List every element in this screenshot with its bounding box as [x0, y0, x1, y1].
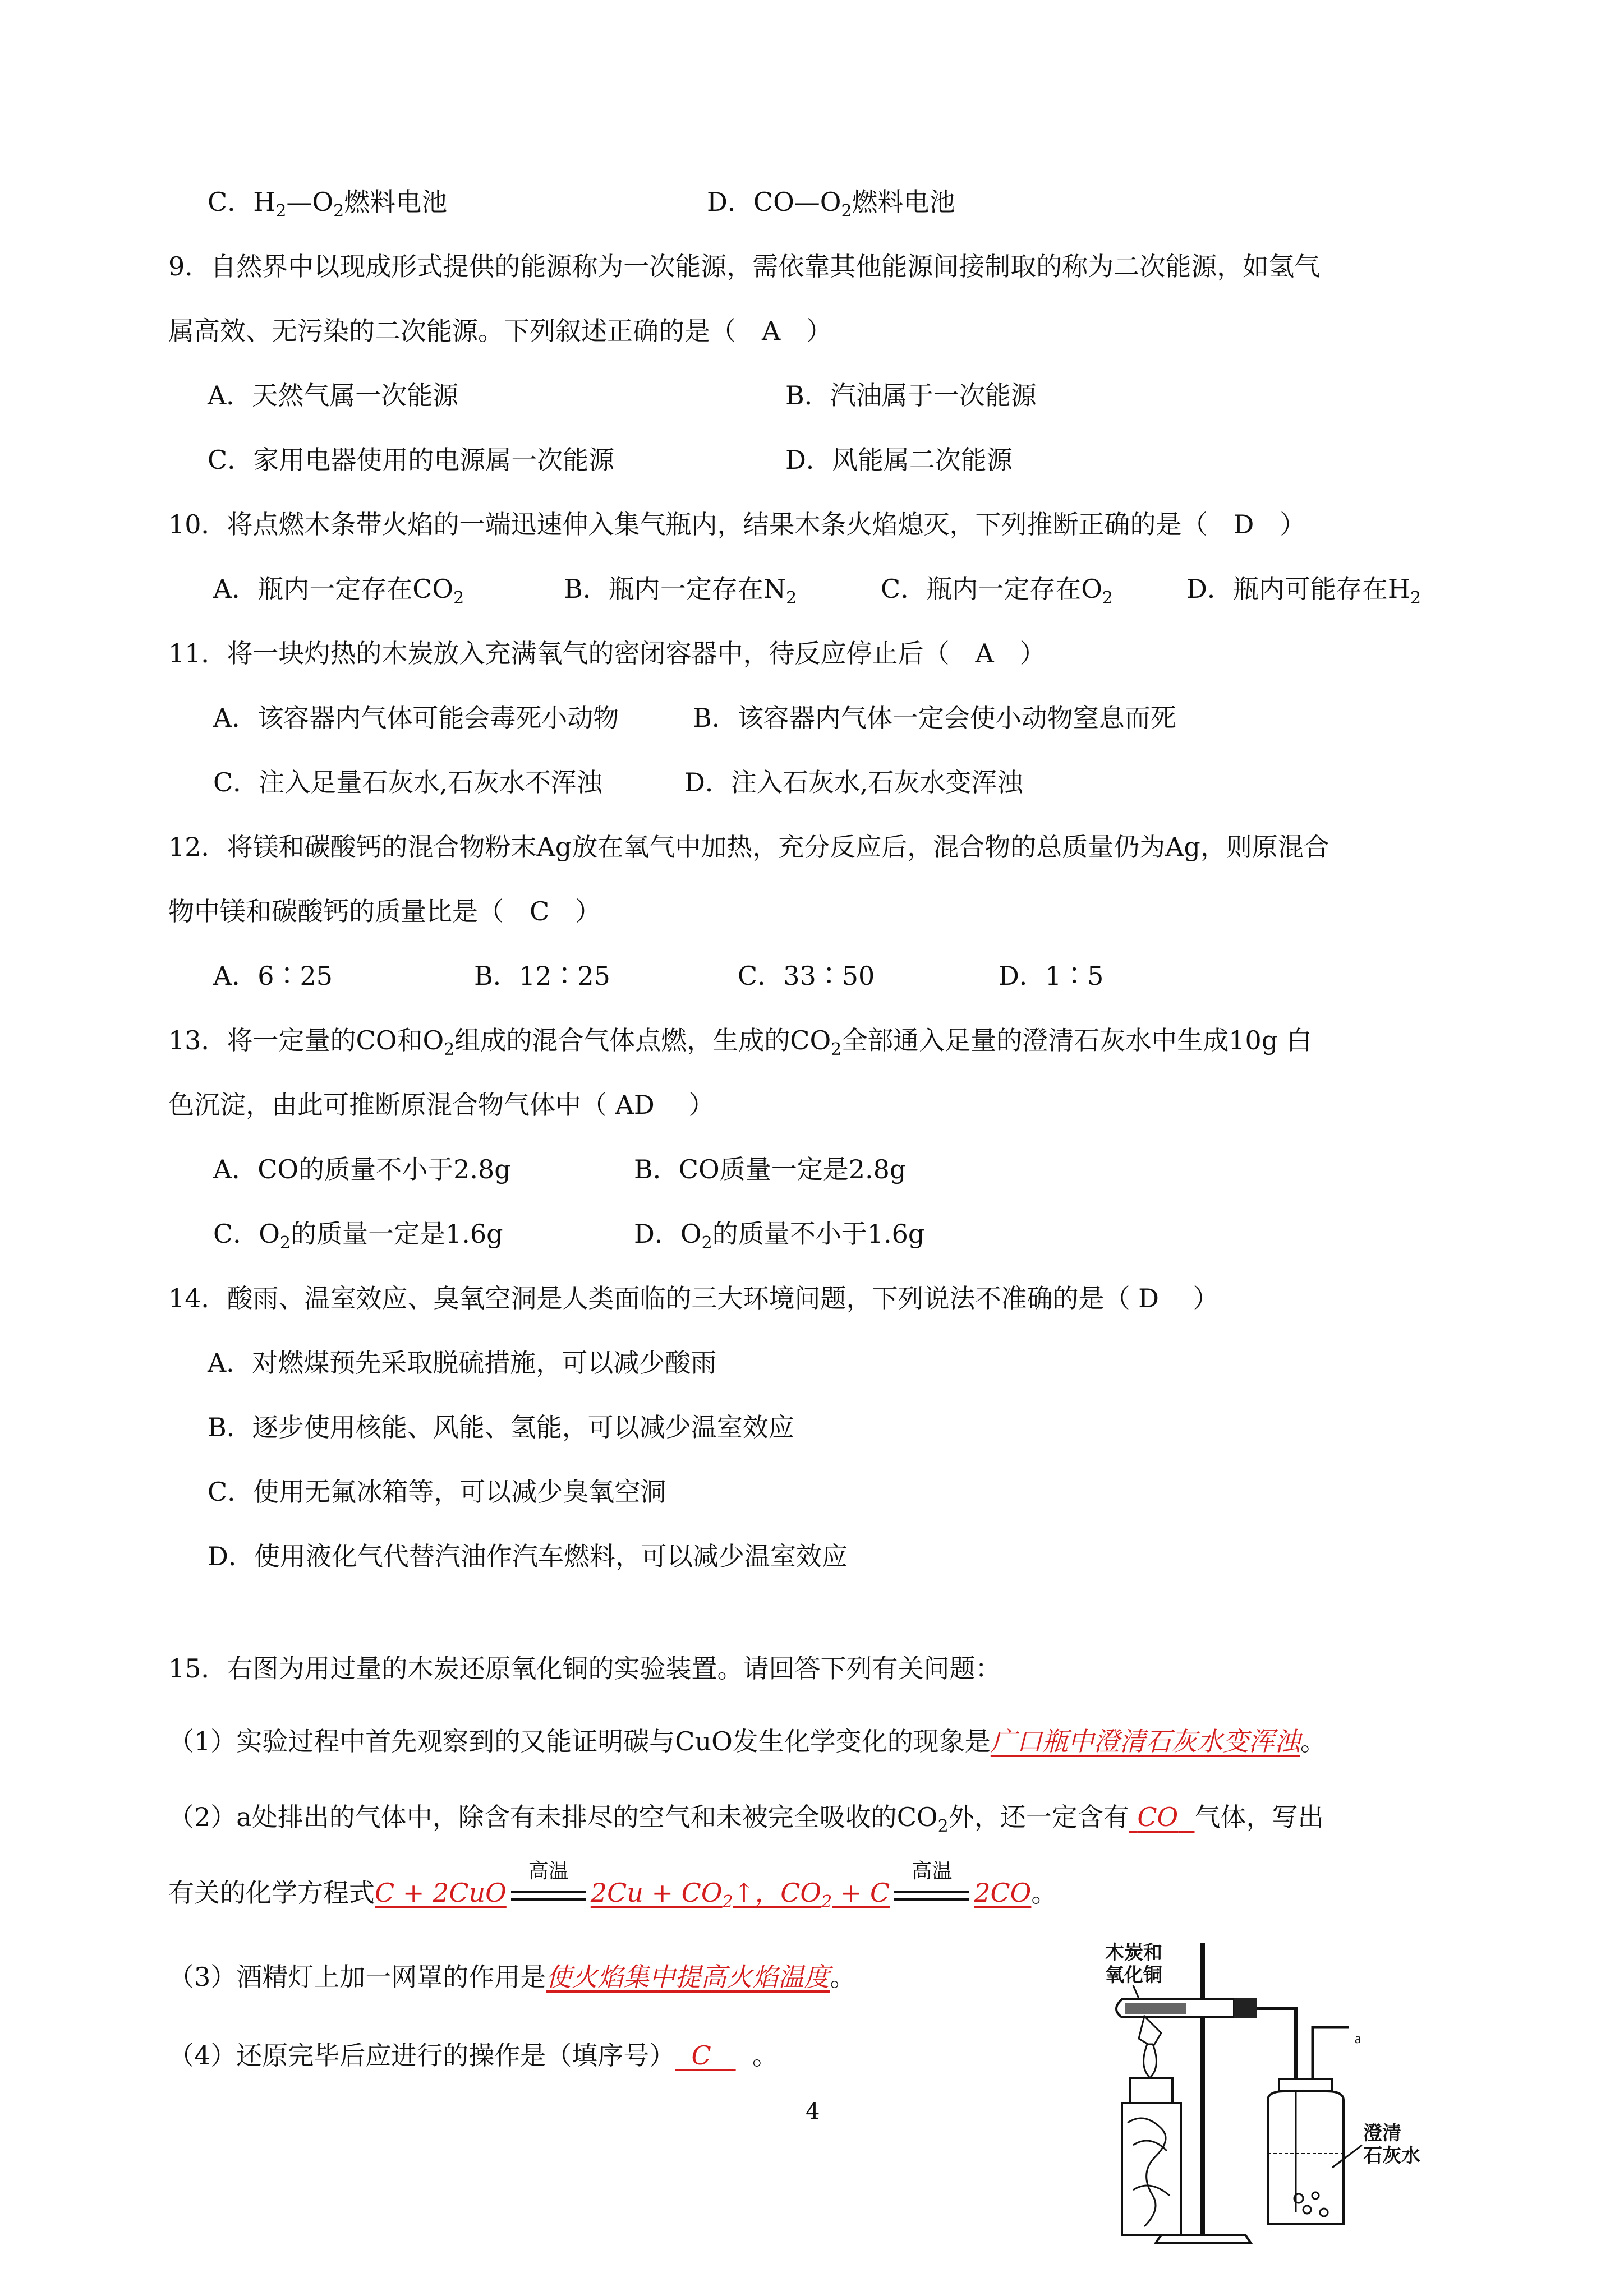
label-reactants-line1: 木炭和 [1105, 1942, 1162, 1963]
q11-stem: 11．将一块灼热的木炭放入充满氧气的密闭容器中，待反应停止后（ A ） [168, 638, 1046, 668]
q12-option-d: D．1∶5 [999, 961, 1104, 991]
q15-eq2-right: 2CO [974, 1878, 1032, 1908]
test-tube [1116, 1998, 1257, 2018]
exhaust-tube [1313, 2027, 1349, 2081]
q15-eq2-condition: 高温 [912, 1860, 953, 1883]
q15-eq1-condition: 高温 [528, 1860, 569, 1883]
q15-part4-end: 。 [752, 2040, 778, 2071]
stand-base [1156, 2235, 1251, 2243]
q10-option-a: A．瓶内一定存在$CO_2$ [213, 574, 464, 608]
delivery-tube [1257, 2008, 1296, 2083]
q12-option-a: A．6∶25 [213, 961, 333, 991]
q15-eq1-right: $2Cu + CO_2↑$，$CO_2 + C$ [590, 1878, 890, 1912]
q14-option-a: A．对燃煤预先采取脱硫措施，可以减少酸雨 [208, 1348, 717, 1378]
q10-option-d: D．瓶内可能存在$H_2$ [1186, 574, 1421, 608]
q12-stem-line1: 12．将镁和碳酸钙的混合物粉末Ag放在氧气中加热，充分反应后，混合物的总质量仍为Ag，则原混合 [168, 832, 1329, 862]
q9-option-b: B．汽油属于一次能源 [785, 380, 1037, 411]
q9-option-c: C．家用电器使用的电源属一次能源 [208, 445, 615, 475]
q14-option-d: D．使用液化气代替汽油作汽车燃料，可以减少温室效应 [208, 1541, 848, 1571]
q10-option-b: B．瓶内一定存在$N_2$ [564, 574, 797, 608]
q15-part3 [168, 1960, 855, 1994]
label-limewater-line1: 澄清 [1363, 2123, 1401, 2144]
page-number: 4 [806, 2099, 820, 2124]
q9-option-a: A．天然气属一次能源 [208, 380, 459, 411]
q11-option-d: D．注入石灰水,石灰水变浑浊 [684, 767, 1023, 797]
q15-part3-answer: 使火焰集中提高火焰温度 [546, 1962, 830, 1992]
q15-eq-end: 。 [1031, 1878, 1057, 1908]
q15-eq2-bars [894, 1891, 969, 1901]
q13-stem-line2: 色沉淀，由此可推断原混合物气体中（ AD ） [168, 1090, 715, 1120]
q15-part2-answer-text: CO [1137, 1802, 1179, 1832]
q14-option-b: B．逐步使用核能、风能、氢能，可以减少温室效应 [208, 1412, 794, 1442]
q15-part2: （2）a处排出的气体中，除含有未排尽的空气和未被完全吸收的$CO_2$外，还一定含有 CO 气体，写出 [168, 1802, 1324, 1836]
q12-option-c: C．33∶50 [738, 961, 875, 991]
q15-part3-text: （3）酒精灯上加一网罩的作用是 [168, 1962, 546, 1992]
q15-part1 [168, 1725, 1326, 1758]
q15-part3-end: 。 [830, 1962, 856, 1992]
q15-part4-answer [675, 2040, 735, 2071]
q15-part4-text: （4）还原完毕后应进行的操作是（填序号） [168, 2040, 675, 2071]
q15-part1-text: （1）实验过程中首先观察到的又能证明碳与CuO发生化学变化的现象是 [168, 1726, 991, 1756]
q13-option-c: C．$O_2$的质量一定是1.6g [213, 1219, 503, 1253]
q9-stem-line2: 属高效、无污染的二次能源。下列叙述正确的是（ A ） [168, 316, 832, 346]
q14-stem: 14．酸雨、温室效应、臭氧空洞是人类面临的三大环境问题，下列说法不准确的是（ D ） [168, 1283, 1219, 1313]
q10-option-c: C．瓶内一定存在$O_2$ [881, 574, 1114, 608]
limewater-bottle [1268, 2079, 1344, 2224]
q11-option-a: A．该容器内气体可能会毒死小动物 [213, 703, 619, 733]
label-a: a [1355, 2030, 1361, 2046]
q8-option-c: C．$H_2—O_2$燃料电池 [208, 187, 448, 221]
stand-rod [1200, 1943, 1205, 2235]
q15-eq1-bars [511, 1891, 586, 1901]
q10-stem: 10．将点燃木条带火焰的一端迅速伸入集气瓶内，结果木条火焰熄灭，下列推断正确的是（ D ） [168, 509, 1306, 540]
label-limewater-line2: 石灰水 [1363, 2145, 1420, 2166]
q15-part4 [168, 2039, 778, 2072]
label-reactants-line2: 氧化铜 [1105, 1965, 1162, 1986]
q11-option-c: C．注入足量石灰水,石灰水不浑浊 [213, 767, 602, 797]
q12-option-b: B．12∶25 [474, 961, 610, 991]
q15-part2-end: 气体，写出 [1194, 1802, 1324, 1832]
q15-eq2-arrow [890, 1860, 974, 1910]
q14-option-c: C．使用无氟冰箱等，可以减少臭氧空洞 [208, 1477, 666, 1507]
q15-part1-answer: 广口瓶中澄清石灰水变浑浊 [990, 1726, 1300, 1756]
apparatus-figure [1099, 1932, 1470, 2257]
q15-eq-lead: 有关的化学方程式 [168, 1878, 375, 1908]
q15-eq1-arrow [507, 1860, 591, 1910]
q15-part2-answer [1129, 1802, 1195, 1832]
q15-stem: 15．右图为用过量的木炭还原氧化铜的实验装置。请回答下列有关问题： [168, 1653, 1001, 1684]
q9-stem-line1: 9．自然界中以现成形式提供的能源称为一次能源，需依靠其他能源间接制取的称为二次能源，如氢气 [168, 251, 1321, 282]
q13-option-d: D．$O_2$的质量不小于1.6g [634, 1219, 925, 1253]
q12-stem-line2: 物中镁和碳酸钙的质量比是（ C ） [168, 896, 601, 926]
q13-option-a: A．CO的质量不小于2.8g [213, 1154, 511, 1184]
q15-part2-equation [168, 1860, 1057, 1912]
q9-option-d: D．风能属二次能源 [785, 445, 1013, 475]
q15-part4-answer-text: C [691, 2040, 711, 2071]
q11-option-b: B．该容器内气体一定会使小动物窒息而死 [693, 703, 1176, 733]
q13-option-b: B．CO质量一定是2.8g [634, 1154, 907, 1184]
alcohol-lamp [1122, 2016, 1181, 2235]
q15-part1-end: 。 [1300, 1726, 1326, 1756]
q15-eq1-left: C + 2CuO [375, 1878, 507, 1908]
q8-option-d: D．$CO—O_2$燃料电池 [707, 187, 955, 221]
q13-stem-line1: 13．将一定量的CO和$O_2$组成的混合气体点燃，生成的$CO_2$全部通入足量的澄清石灰水中生成10g 白 [168, 1025, 1312, 1059]
